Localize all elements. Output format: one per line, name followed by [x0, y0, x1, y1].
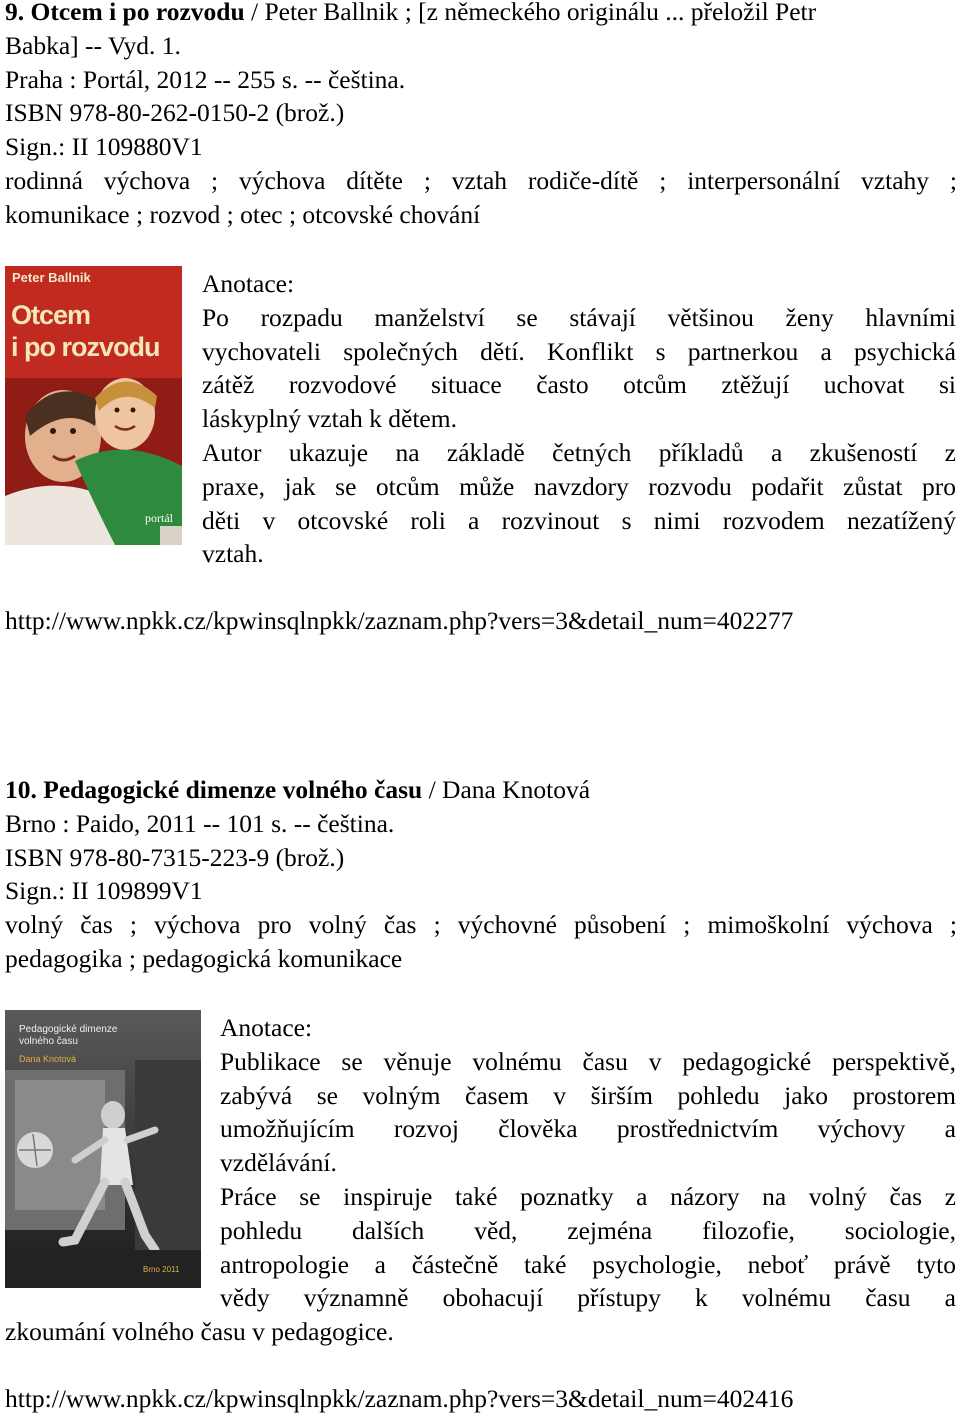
cover-title-line: volného času — [19, 1036, 78, 1047]
record-keywords-line: pedagogika ; pedagogická komunikace — [5, 943, 403, 973]
annotation-line: vzdělávání. — [220, 1148, 337, 1178]
annotation-line: vztah. — [202, 539, 264, 569]
annotation-label: Anotace: — [220, 1013, 313, 1042]
record-publisher: Praha : Portál, 2012 -- 255 s. -- čeština. — [5, 64, 406, 94]
annotation-line: zátěž rozvodové situace často otcům ztěžují uchovat si — [202, 370, 956, 400]
annotation-line: vychovateli společných dětí. Konflikt s partnerkou a psychická — [202, 336, 956, 366]
record-byline: / Peter Ballnik ; [z německého originálu ... přeložil Petr — [244, 0, 817, 26]
record-keywords-line: rodinná výchova ; výchova dítěte ; vztah rodiče-dítě ; interpersonální vztahy ; — [5, 165, 957, 195]
cover-author: Dana Knotová — [19, 1054, 77, 1064]
annotation-line: Práce se inspiruje také poznatky a názory na volný čas z — [220, 1181, 956, 1211]
annotation-line: antropologie a částečně také psychologie, neboť právě tyto — [220, 1249, 956, 1279]
annotation-line: umožňujícím rozvoj člověka prostřednictvím výchovy a — [220, 1114, 956, 1144]
record-keywords-line: volný čas ; výchova pro volný čas ; výchovné působení ; mimoškolní výchova ; — [5, 910, 957, 940]
annotation-line: Publikace se věnuje volnému času v pedagogické perspektivě, — [220, 1046, 956, 1076]
annotation-line: zkoumání volného času v pedagogice. — [5, 1317, 394, 1346]
cover-author: Peter Ballnik — [12, 270, 91, 285]
record-isbn: ISBN 978-80-262-0150-2 (brož.) — [5, 98, 345, 128]
record-signature: Sign.: II 109899V1 — [5, 876, 203, 906]
annotation-block — [220, 1011, 956, 1315]
record-entry-10 — [5, 773, 957, 976]
record-number: 9. — [5, 0, 25, 26]
record-title: Otcem i po rozvodu — [30, 0, 245, 26]
cover-title-line: Otcem — [11, 300, 91, 330]
annotation-label: Anotace: — [202, 269, 295, 298]
annotation-line: Autor ukazuje na základě četných příkladů a zkušeností z — [202, 437, 956, 467]
annotation-line: děti v otcovské roli a rozvinout s nimi rozvodem nezatížený — [202, 505, 956, 535]
record-publisher: Brno : Paido, 2011 -- 101 s. -- čeština. — [5, 808, 395, 838]
record-number: 10. — [5, 775, 37, 804]
record-url-link[interactable]: http://www.npkk.cz/kpwinsqlnpkk/zaznam.php?vers=3&detail_num=402277 — [5, 606, 794, 635]
record-byline: / Dana Knotová — [422, 775, 591, 804]
book-cover-image — [5, 266, 182, 545]
record-heading — [5, 0, 957, 29]
record-title: Pedagogické dimenze volného času — [43, 775, 423, 804]
annotation-line: vědy významně obohacují přístupy k volnému času a — [220, 1283, 956, 1313]
cover-title-line: Pedagogické dimenze — [19, 1024, 118, 1035]
annotation-line: láskyplný vztah k dětem. — [202, 404, 457, 434]
annotation-line: pohledu dalších věd, zejména filozofie, sociologie, — [220, 1215, 956, 1245]
record-keywords-line: komunikace ; rozvod ; otec ; otcovské chování — [5, 199, 481, 229]
cover-publisher-mark: portál — [145, 511, 173, 525]
annotation-line: Po rozpadu manželství se stávají většinou ženy hlavními — [202, 302, 956, 332]
record-byline-continued: Babka] -- Vyd. 1. — [5, 30, 181, 60]
annotation-line: zabývá se volným časem v širším pohledu jako prostorem — [220, 1080, 956, 1110]
record-url-link[interactable]: http://www.npkk.cz/kpwinsqlnpkk/zaznam.php?vers=3&detail_num=402416 — [5, 1384, 794, 1413]
cover-title-line: i po rozvodu — [11, 332, 160, 362]
record-signature: Sign.: II 109880V1 — [5, 132, 203, 162]
record-isbn: ISBN 978-80-7315-223-9 (brož.) — [5, 842, 345, 872]
annotation-block — [202, 267, 956, 571]
cover-photo-illustration — [5, 1010, 201, 1288]
cover-publisher-mark: Brno 2011 — [143, 1265, 180, 1274]
record-heading — [5, 773, 957, 807]
book-cover-image — [5, 1010, 201, 1288]
record-entry-9 — [5, 0, 957, 232]
annotation-line: praxe, jak se otcům může navzdory rozvodu podařit zůstat pro — [202, 471, 956, 501]
